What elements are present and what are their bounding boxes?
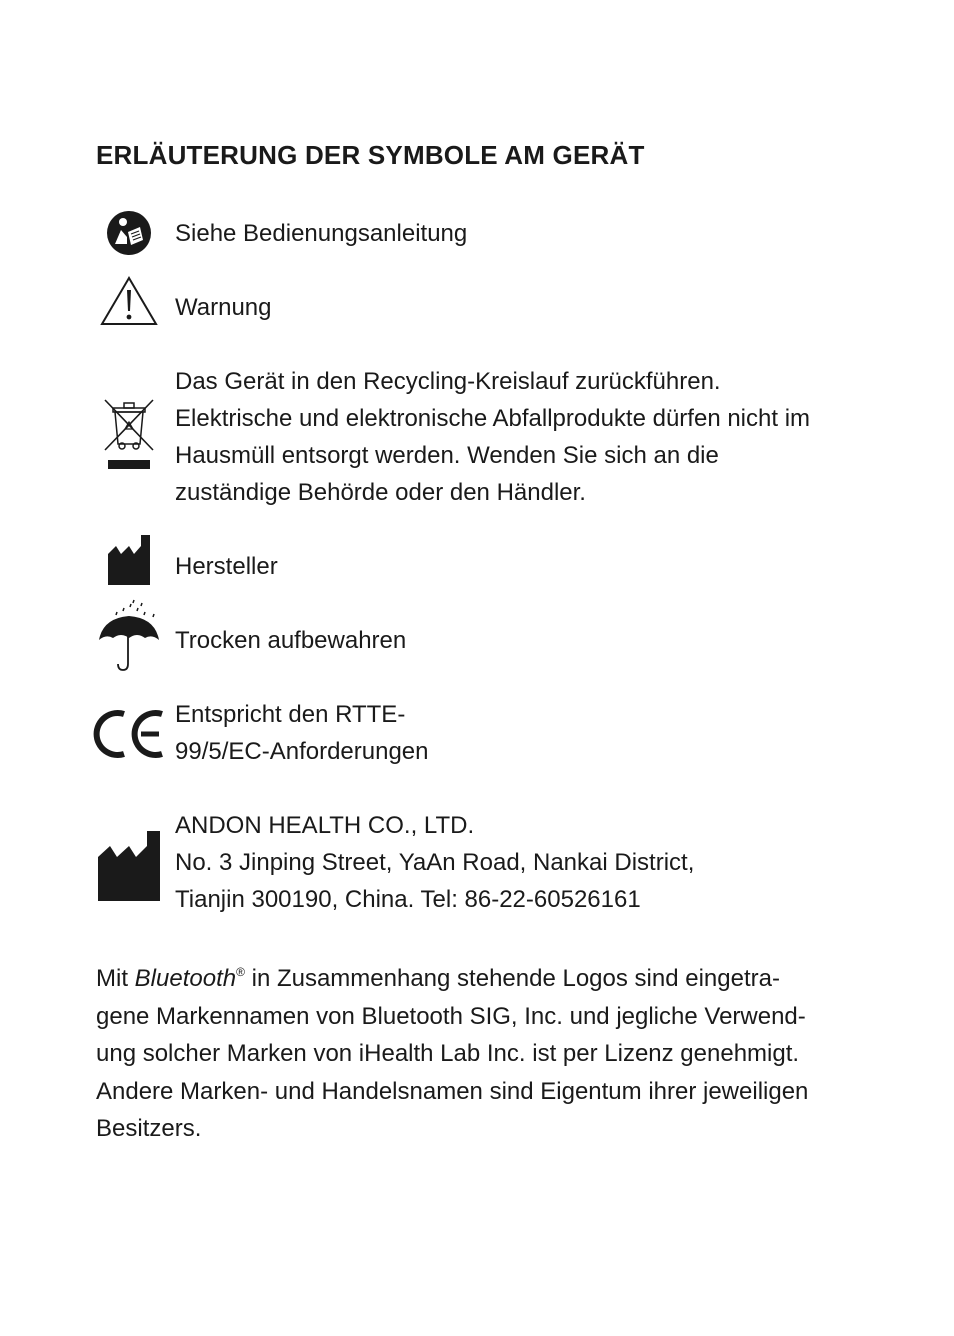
manufacturer-address [175, 807, 694, 918]
weee-line-1: Das Gerät in den Recycling-Kreislauf zurückführen. [175, 368, 721, 395]
weee-bin-icon [103, 398, 155, 472]
page-title: ERLÄUTERUNG DER SYMBOLE AM GERÄT [96, 140, 645, 170]
company-name: ANDON HEALTH CO., LTD. [175, 812, 475, 839]
trademark-line-2: gene Markennamen von Bluetooth SIG, Inc. und jegliche Verwend- [96, 1002, 806, 1030]
trademark-line-4: Andere Marken- und Handelsnamen sind Eigentum ihrer jeweiligen [96, 1077, 809, 1105]
factory-icon [97, 830, 161, 902]
ce-line-2: 99/5/EC-Anforderungen [175, 738, 429, 765]
ce-text [175, 696, 429, 770]
trademark-notice [96, 954, 808, 1148]
dry-text: Trocken aufbewahren [175, 627, 407, 654]
manual-icon [106, 210, 152, 256]
weee-text [175, 363, 810, 511]
address-line-1: No. 3 Jinping Street, YaAn Road, Nankai District, [175, 849, 695, 876]
factory-icon [107, 534, 151, 586]
trademark-line-3: ung solcher Marken von iHealth Lab Inc. ist per Lizenz genehmigt. [96, 1040, 800, 1067]
registered-mark: ® [236, 965, 245, 979]
address-line-2: Tianjin 300190, China. Tel: 86-22-60526161 [175, 886, 641, 913]
bluetooth-brand: Bluetooth [134, 965, 237, 992]
weee-line-4: zuständige Behörde oder den Händler. [175, 479, 586, 506]
warning-icon [99, 275, 159, 327]
umbrella-icon [97, 598, 161, 672]
weee-line-3: Hausmüll entsorgt werden. Wenden Sie sich an die [175, 442, 719, 469]
ce-mark-icon [93, 706, 165, 762]
ce-line-1: Entspricht den RTTE- [175, 701, 406, 728]
weee-line-2: Elektrische und elektronische Abfallprodukte dürfen nicht im [175, 405, 811, 432]
manual-text: Siehe Bedienungsanleitung [175, 220, 468, 247]
warning-text: Warnung [175, 294, 272, 321]
trademark-line-1 [96, 954, 808, 998]
trademark-suffix: in Zusammenhang stehende Logos sind eingetra- [244, 965, 780, 992]
trademark-prefix: Mit [96, 965, 135, 992]
trademark-line-5: Besitzers. [96, 1115, 202, 1142]
manufacturer-text: Hersteller [175, 553, 278, 580]
